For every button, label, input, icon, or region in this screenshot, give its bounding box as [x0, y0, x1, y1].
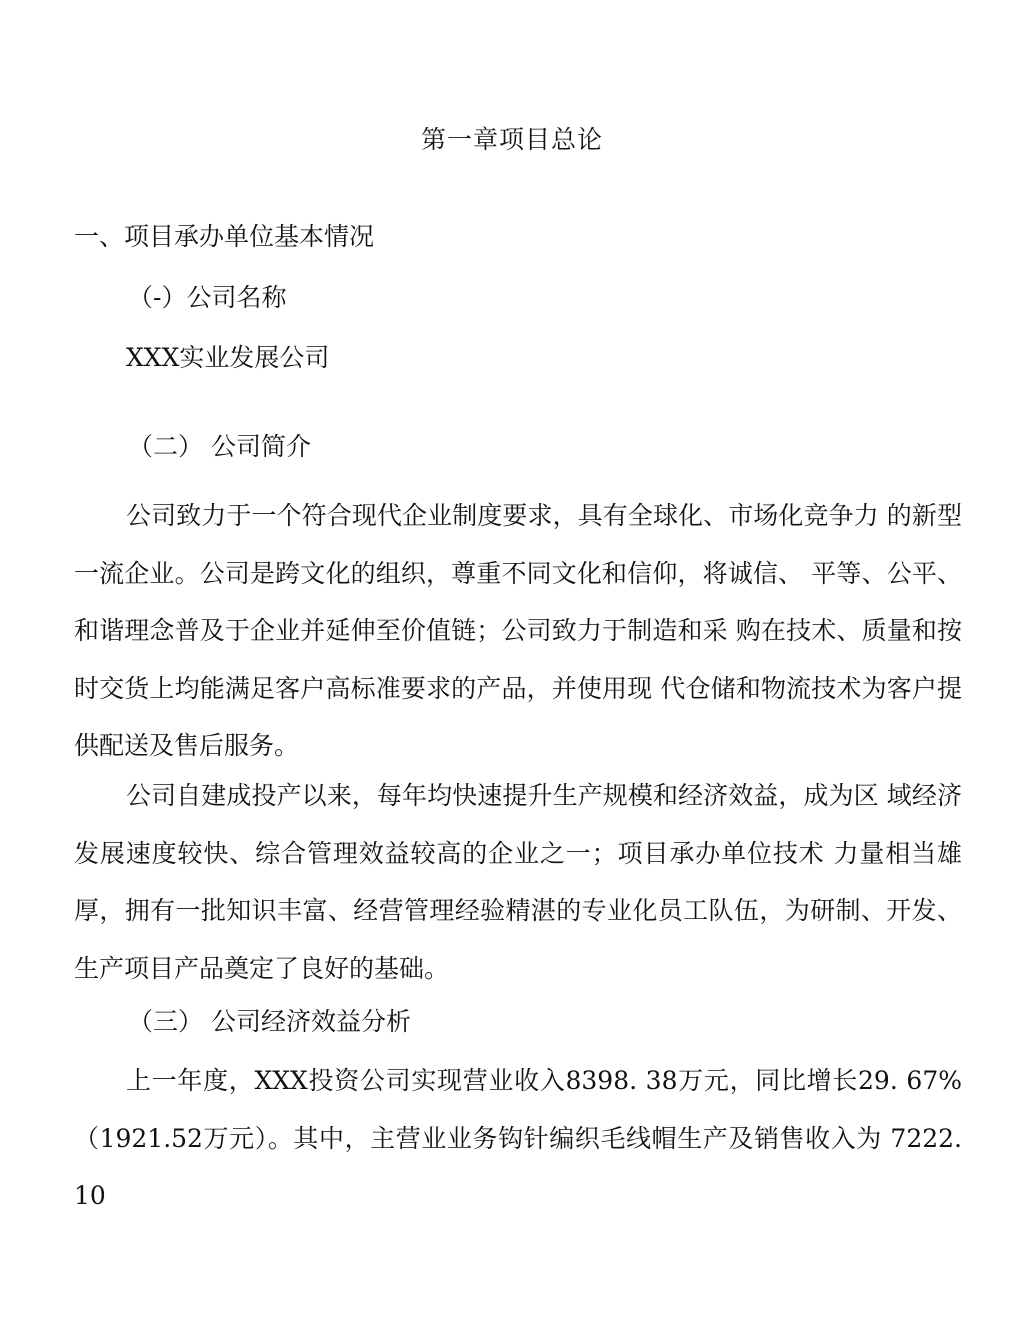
subsection-heading-company-profile: （二） 公司简介: [128, 432, 311, 461]
company-name-text: XXX实业发展公司: [126, 343, 330, 372]
section-heading-project-unit: 一、项目承办单位基本情况: [74, 222, 375, 251]
company-profile-paragraph-2: 公司自建成投产以来，每年均快速提升生产规模和经济效益，成为区 域经济发展速度较快、综合管理效益较高的企业之一；项目承办单位技术 力量相当雄厚，拥有一批知识丰富、经营管理经验精湛的专业化员工队伍，为研制、开发、生产项目产品奠定了良好的基础。: [74, 781, 962, 983]
subsection-heading-economic-analysis: （三） 公司经济效益分析: [128, 1007, 411, 1036]
subsection-heading-company-name: （-）公司名称: [128, 283, 287, 312]
chapter-title: 第一章项目总论: [420, 125, 603, 154]
economic-analysis-paragraph: 上一年度，XXX投资公司实现营业收入8398. 38万元，同比增长29. 67% （1921.52万元）。其中，主营业业务钩针编织毛线帽生产及销售收入为 7222. 10: [74, 1066, 962, 1210]
company-profile-paragraph-1: 公司致力于一个符合现代企业制度要求，具有全球化、市场化竞争力 的新型一流企业。公司是跨文化的组织，尊重不同文化和信仰，将诚信、 平等、公平、和谐理念普及于企业并延伸至价值链；公司致力于制造和采 购在技术、质量和按时交货上均能满足客户高标准要求的产品，并使用现 代仓储和物流技术为客户提供配送及售后服务。: [74, 501, 962, 760]
